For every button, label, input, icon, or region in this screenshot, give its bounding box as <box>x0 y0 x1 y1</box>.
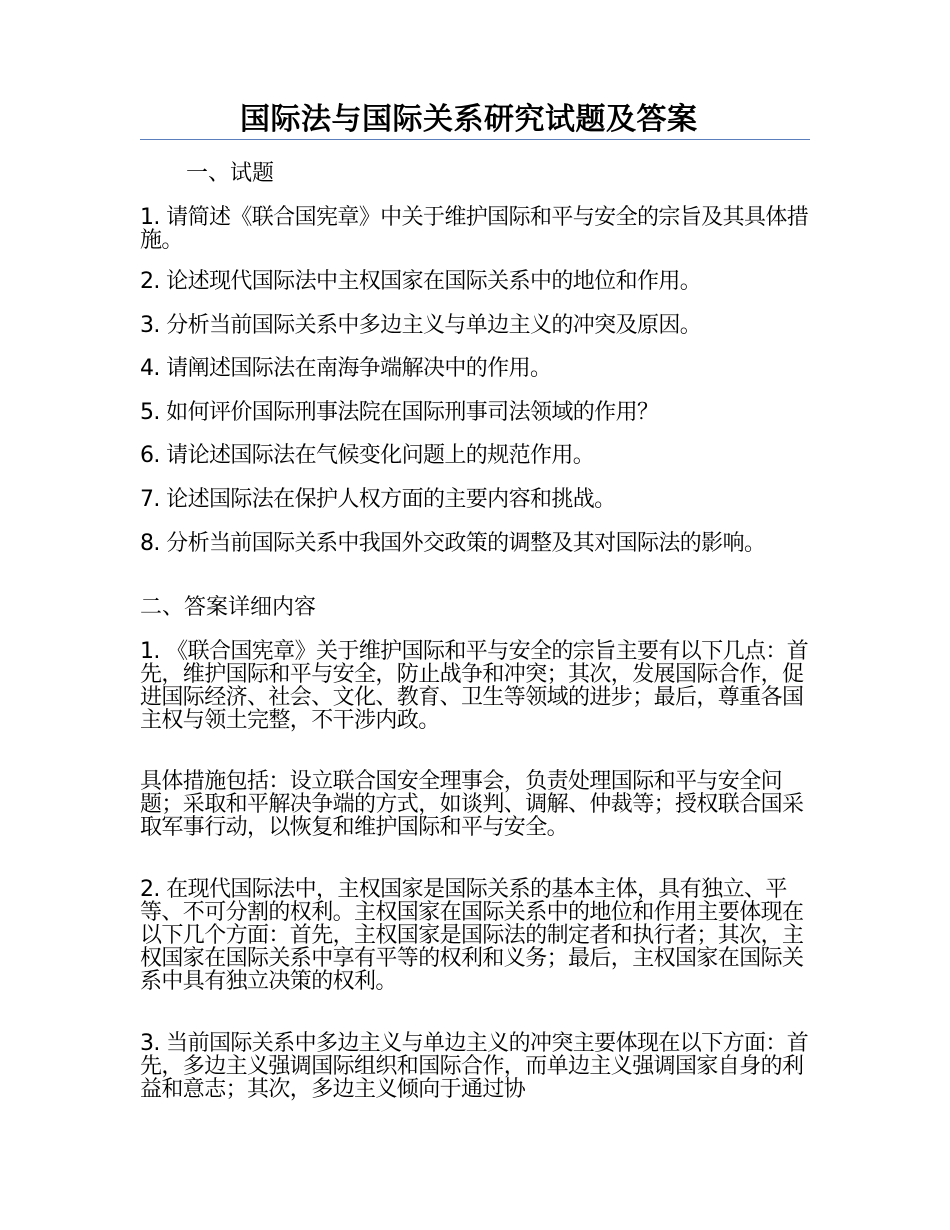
question-4: 4. 请阐述国际法在南海争端解决中的作用。 <box>140 356 552 381</box>
question-5: 5. 如何评价国际刑事法院在国际刑事司法领域的作用？ <box>140 400 659 425</box>
question-8: 8. 分析当前国际关系中我国外交政策的调整及其对国际法的影响。 <box>140 531 766 556</box>
title-underline <box>140 139 810 140</box>
section-heading-questions: 一、试题 <box>186 161 275 186</box>
question-1: 1. 请简述《联合国宪章》中关于维护国际和平与安全的宗旨及其具体措施。 <box>140 205 809 253</box>
answer-1-measures: 具体措施包括：设立联合国安全理事会，负责处理国际和平与安全问题；采取和平解决争端的方式，如谈判、调解、仲裁等；授权联合国采取军事行动，以恢复和维护国际和平与安全。 <box>140 769 804 840</box>
section-heading-answers: 二、答案详细内容 <box>140 595 317 620</box>
document-title: 国际法与国际关系研究试题及答案 <box>240 102 698 137</box>
question-2: 2. 论述现代国际法中主权国家在国际关系中的地位和作用。 <box>140 269 702 294</box>
question-3: 3. 分析当前国际关系中多边主义与单边主义的冲突及原因。 <box>140 313 702 338</box>
answer-2: 2. 在现代国际法中，主权国家是国际关系的基本主体，具有独立、平等、不可分割的权利。主权国家在国际关系中的地位和作用主要体现在以下几个方面：首先，主权国家是国际法的制定者和执行者；其次，主权国家在国际关系中享有平等的权利和义务；最后，主权国家在国际关系中具有独立决策的权利。 <box>140 877 804 994</box>
question-7: 7. 论述国际法在保护人权方面的主要内容和挑战。 <box>140 487 616 512</box>
question-6: 6. 请论述国际法在气候变化问题上的规范作用。 <box>140 443 595 468</box>
answer-3: 3. 当前国际关系中多边主义与单边主义的冲突主要体现在以下方面：首先，多边主义强调国际组织和国际合作，而单边主义强调国家自身的利益和意志；其次，多边主义倾向于通过协 <box>140 1031 809 1102</box>
answer-1: 1. 《联合国宪章》关于维护国际和平与安全的宗旨主要有以下几点：首先，维护国际和平与安全，防止战争和冲突；其次，发展国际合作，促进国际经济、社会、文化、教育、卫生等领域的进步；最后，尊重各国主权与领土完整，不干涉内政。 <box>140 639 809 733</box>
